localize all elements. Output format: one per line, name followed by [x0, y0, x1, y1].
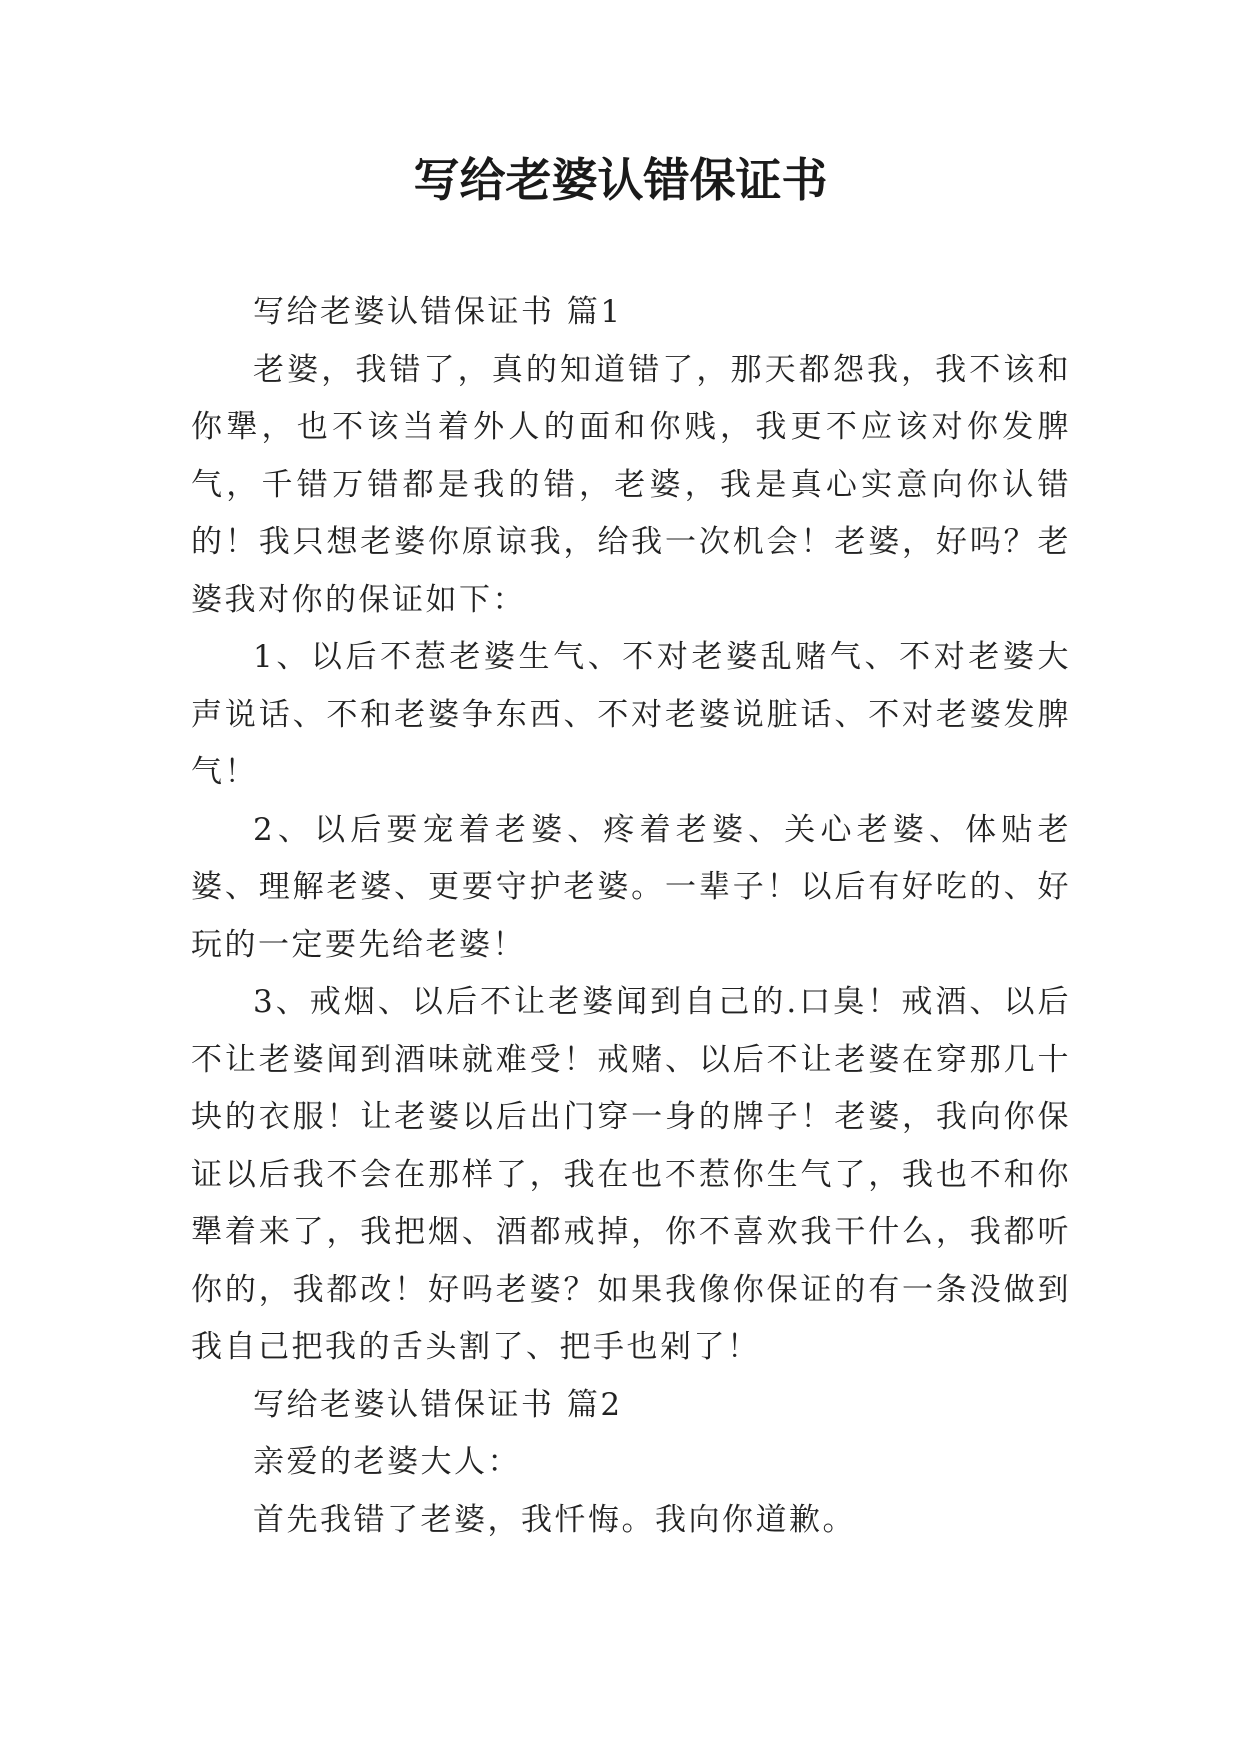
- paragraph: 2、以后要宠着老婆、疼着老婆、关心老婆、体贴老婆、理解老婆、更要守护老婆。一辈子！以后有好吃的、好玩的一定要先给老婆！: [191, 811, 1071, 963]
- paragraph: 亲爱的老婆大人：: [253, 1444, 521, 1480]
- paragraph: 首先我错了老婆，我忏悔。我向你道歉。: [253, 1501, 856, 1538]
- document-title: 写给老婆认错保证书: [413, 153, 828, 207]
- paragraph: 1、以后不惹老婆生气、不对老婆乱赌气、不对老婆大声说话、不和老婆争东西、不对老婆说脏话、不对老婆发脾气！: [191, 639, 1071, 790]
- paragraph: 老婆，我错了，真的知道错了，那天都怨我，我不该和你犟，也不该当着外人的面和你贱，我更不应该对你发脾气，千错万错都是我的错，老婆，我是真心实意向你认错的！我只想老婆你原谅我，给我一次机会！老婆，好吗？老婆我对你的保证如下：: [191, 351, 1071, 618]
- section-heading-1: 写给老婆认错保证书 篇1: [253, 294, 623, 330]
- document-body: [191, 284, 1071, 1549]
- section-heading-2: 写给老婆认错保证书 篇2: [253, 1386, 623, 1423]
- paragraph: 3、戒烟、以后不让老婆闻到自己的.口臭！戒酒、以后不让老婆闻到酒味就难受！戒赌、以后不让老婆在穿那几十块的衣服！让老婆以后出门穿一身的牌子！老婆，我向你保证以后我不会在那样了，我在也不惹你生气了，我也不和你犟着来了，我把烟、酒都戒掉，你不喜欢我干什么，我都听你的，我都改！好吗老婆？如果我像你保证的有一条没做到我自己把我的舌头割了、把手也剁了！: [191, 984, 1071, 1365]
